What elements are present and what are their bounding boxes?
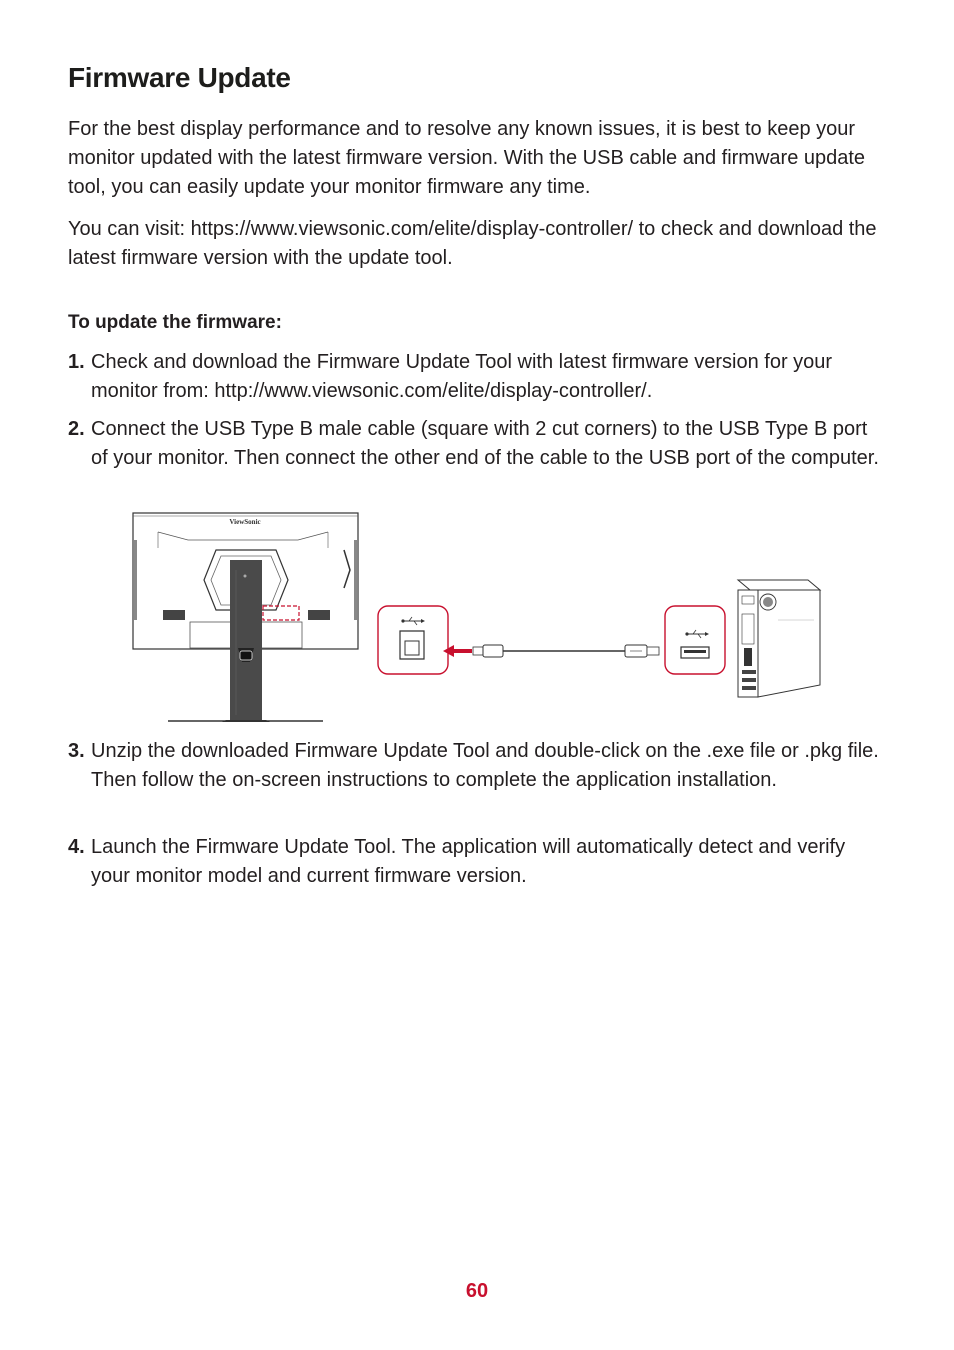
step-text: Unzip the downloaded Firmware Update Tool and double-click on the .exe file or .pkg file. Then follow the on-screen instructions to complete the application installation. — [91, 740, 879, 791]
step-number: 3. — [68, 740, 85, 762]
procedure-heading: To update the firmware: — [68, 312, 282, 333]
page-title: Firmware Update — [68, 62, 291, 93]
step-2 — [68, 415, 888, 473]
step-number: 2. — [68, 418, 85, 440]
usb-connection-diagram — [128, 510, 828, 730]
visit-paragraph: You can visit: https://www.viewsonic.com/elite/display-controller/ to check and download the latest firmware version with the update tool. — [68, 218, 877, 269]
monitor-brand: ViewSonic — [229, 518, 261, 526]
usb-cable — [443, 645, 659, 657]
page-number: 60 — [465, 1280, 489, 1302]
step-4 — [68, 833, 888, 891]
usb-type-a-port-callout — [665, 606, 725, 674]
step-text: Launch the Firmware Update Tool. The application will automatically detect and verify your monitor model and current firmware version. — [91, 836, 846, 887]
step-number: 1. — [68, 351, 85, 373]
step-text: Check and download the Firmware Update Tool with latest firmware version for your monitor from: http://www.viewsonic.com/elite/display-controller/. — [91, 351, 833, 402]
computer-tower-illustration — [738, 580, 820, 697]
step-1 — [68, 348, 888, 406]
step-number: 4. — [68, 836, 85, 858]
step-text: Connect the USB Type B male cable (square with 2 cut corners) to the USB Type B port of your monitor. Then connect the other end of the cable to the USB port of the computer. — [91, 418, 879, 469]
usb-type-b-port-callout — [378, 606, 448, 674]
step-3 — [68, 737, 888, 795]
monitor-back-illustration — [133, 513, 358, 722]
intro-paragraph: For the best display performance and to resolve any known issues, it is best to keep your monitor updated with the latest firmware version. With the USB cable and firmware update tool, you can easily update your monitor firmware any time. — [68, 118, 866, 198]
